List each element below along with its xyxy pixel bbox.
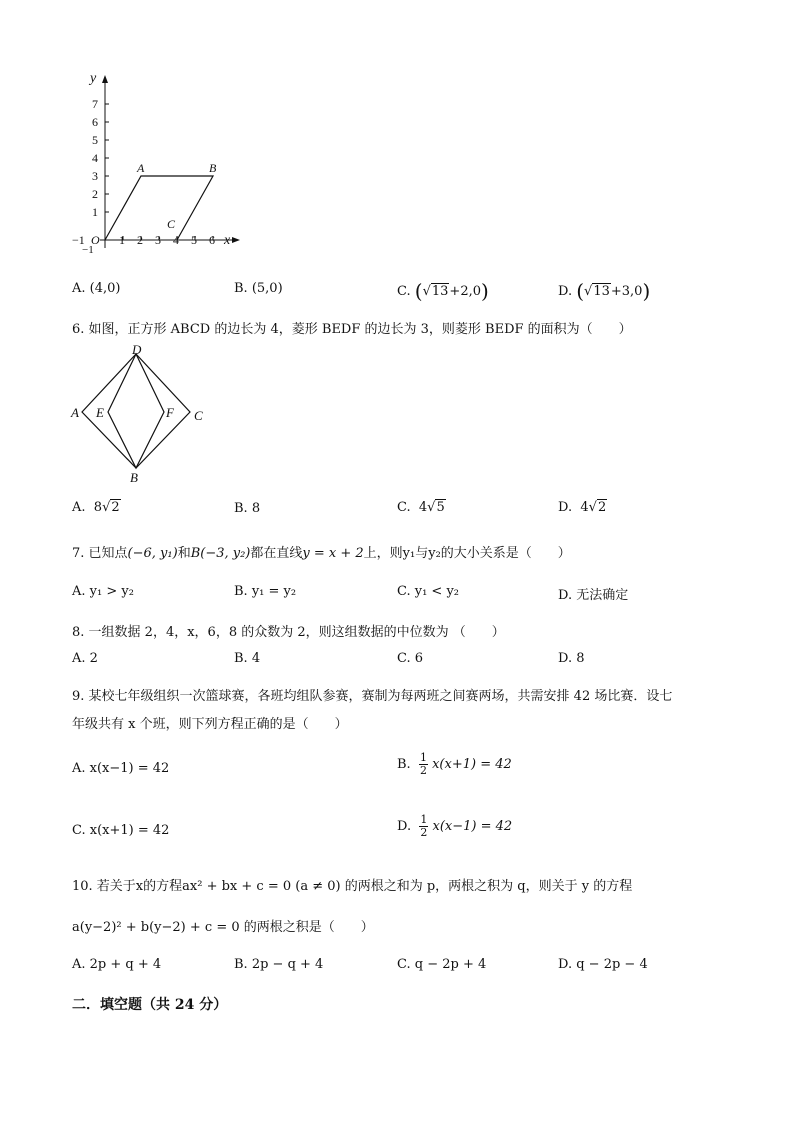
q8-text: 8. 一组数据 2，4，x，6，8 的众数为 2，则这组数据的中位数为 （ ） (72, 625, 505, 640)
q8-option-b: B. 4 (234, 651, 261, 666)
option-coef: 8 (93, 500, 103, 515)
option-label: C. (397, 500, 411, 515)
y-tick: −1 (82, 244, 94, 256)
point-label-b: B (209, 161, 217, 175)
q5-option-b: B. (5,0) (234, 281, 283, 296)
option-label: D. (558, 284, 573, 299)
q10-option-b: B. 2p − q + 4 (234, 957, 324, 972)
x-tick: 1 (119, 233, 125, 247)
option-coef: 4 (580, 500, 589, 515)
q8-option-d: D. 8 (558, 651, 585, 666)
y-tick: 6 (92, 115, 98, 129)
q10-line1: 10. 若关于x的方程ax² + bx + c = 0 (a ≠ 0) 的两根之和为 p，两根之积为 q，则关于 y 的方程 (72, 879, 633, 894)
y-tick: 3 (92, 169, 98, 183)
sqrt-value: 2 (597, 500, 607, 515)
y-tick: 7 (92, 97, 98, 111)
q9-option-c: C. x(x+1) = 42 (72, 823, 170, 838)
denominator: 2 (420, 826, 428, 839)
q7-mid: 都在直线 (250, 546, 303, 561)
q7-option-d: D. 无法确定 (558, 588, 629, 603)
q9-line2: 年级共有 x 个班，则下列方程正确的是（ ） (72, 717, 348, 732)
label-a: A (71, 405, 79, 420)
q7-option-b: B. y₁ = y₂ (234, 584, 297, 599)
y-axis-label: y (90, 71, 97, 86)
point-label-c: C (167, 217, 176, 231)
fraction (419, 752, 428, 777)
label-d: D (132, 342, 142, 357)
sqrt-value: 13 (431, 284, 449, 299)
q9-option-d (397, 814, 512, 839)
q7-suffix: 上，则y₁与y₂的大小关系是（ ） (363, 546, 571, 561)
option-label: C. (397, 284, 411, 299)
section-heading-fill-in: 二．填空题（共 24 分） (72, 997, 228, 1013)
sqrt-value: 5 (436, 500, 445, 515)
q6-option-b: B. 8 (234, 501, 261, 516)
point-label-a: A (137, 161, 145, 175)
x-tick: 6 (209, 233, 215, 247)
q5-option-d: D. (√13+3,0) (558, 279, 651, 303)
q7-text (72, 542, 571, 561)
q6-option-a: A. 8√2 (72, 500, 120, 515)
square-rhombus-figure (66, 340, 216, 490)
q6-text: 6. 如图，正方形 ABCD 的边长为 4，菱形 BEDF 的边长为 3，则菱形 BEDF 的面积为（ ） (72, 322, 632, 337)
coordinate-graph (60, 66, 250, 266)
option-rest: +3,0 (610, 284, 643, 299)
option-rest: x(x−1) = 42 (432, 819, 513, 834)
numerator: 1 (420, 813, 428, 826)
q7-and: 和 (177, 546, 191, 561)
x-tick: 2 (137, 233, 143, 247)
option-label: B. (397, 757, 411, 772)
option-coef: 4 (418, 500, 428, 515)
q5-option-a: A. (4,0) (72, 281, 121, 296)
q10-option-d: D. q − 2p − 4 (558, 957, 648, 972)
q6-option-c: C. 4√5 (397, 500, 445, 515)
label-f: F (166, 405, 174, 420)
q10-line2: a(y−2)² + b(y−2) + c = 0 的两根之积是（ ） (72, 920, 374, 935)
q7-point2: B(−3, y₂) (190, 546, 251, 561)
q6-option-d: D. 4√2 (558, 500, 607, 515)
y-tick: 2 (92, 187, 98, 201)
option-label: A. (72, 500, 86, 515)
q9-option-b (397, 752, 512, 777)
label-b: B (130, 470, 138, 485)
x-tick: 4 (173, 233, 179, 247)
option-label: D. (397, 819, 412, 834)
q7-option-c: C. y₁ < y₂ (397, 584, 460, 599)
q10-option-c: C. q − 2p + 4 (397, 957, 487, 972)
label-e: E (96, 405, 104, 420)
q5-option-c: C. (√13+2,0) (397, 279, 489, 303)
x-tick: 5 (191, 233, 197, 247)
option-label: D. (558, 500, 573, 515)
q10-option-a: A. 2p + q + 4 (72, 957, 162, 972)
option-rest: x(x+1) = 42 (432, 757, 512, 772)
x-tick: 3 (155, 233, 161, 247)
x-axis-label: x (224, 233, 231, 248)
sqrt-value: 2 (111, 500, 120, 515)
q9-option-a: A. x(x−1) = 42 (72, 761, 170, 776)
q8-option-c: C. 6 (397, 651, 424, 666)
q7-option-a: A. y₁ > y₂ (72, 584, 134, 599)
q8-option-a: A. 2 (72, 651, 98, 666)
sqrt-value: 13 (593, 284, 610, 299)
q7-line: y = x + 2 (302, 546, 364, 561)
fraction (419, 814, 428, 839)
label-c: C (194, 408, 203, 423)
q7-prefix: 7. 已知点 (72, 546, 128, 561)
q7-point1: (−6, y₁) (127, 546, 178, 561)
numerator: 1 (419, 751, 427, 764)
option-rest: +2,0 (449, 284, 481, 299)
origin-label: O (91, 233, 100, 247)
denominator: 2 (419, 764, 427, 777)
x-tick: −1 (72, 233, 85, 247)
y-tick: 1 (92, 205, 98, 219)
y-tick: 5 (92, 133, 98, 147)
q9-line1: 9. 某校七年级组织一次篮球赛，各班均组队参赛，赛制为每两班之间赛两场，共需安排 42 场比赛．设七 (72, 689, 673, 704)
y-tick: 4 (92, 151, 98, 165)
